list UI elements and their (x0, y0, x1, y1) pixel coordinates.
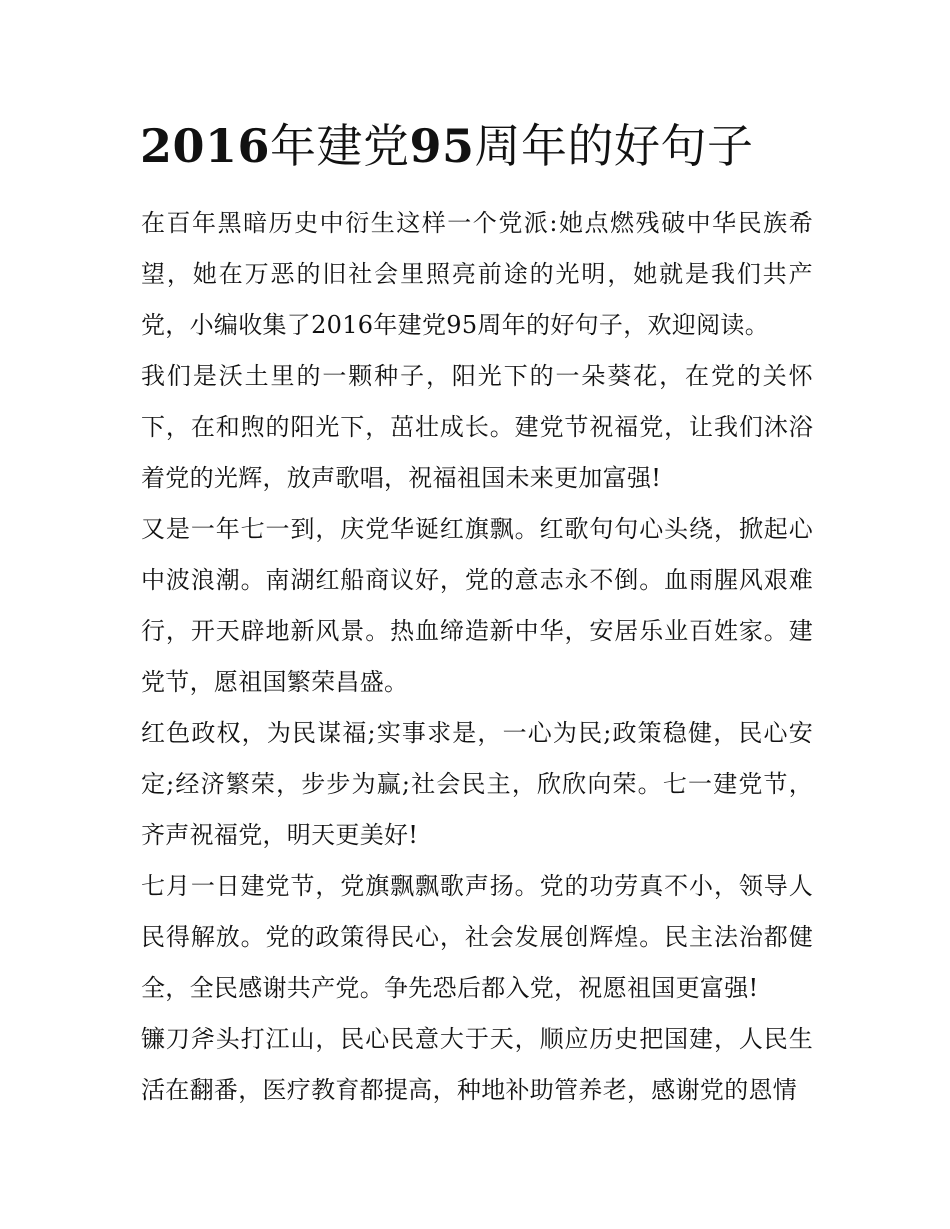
paragraph-1: 我们是沃土里的一颗种子，阳光下的一朵葵花，在党的关怀下，在和煦的阳光下，茁壮成长。建党节祝福党，让我们沐浴着党的光辉，放声歌唱，祝福祖国未来更加富强! (141, 362, 813, 492)
title-text-2: 周年的好句子 (474, 119, 754, 173)
title-anniversary: 95 (409, 119, 475, 173)
paragraph-intro: 在百年黑暗历史中衍生这样一个党派:她点燃残破中华民族希望，她在万恶的旧社会里照亮前途的光明，她就是我们共产党，小编收集了2016年建党95周年的好句子，欢迎阅读。 (141, 209, 813, 339)
document-body (141, 198, 813, 1116)
paragraph-4: 七月一日建党节，党旗飘飘歌声扬。党的功劳真不小，领导人民得解放。党的政策得民心，社会发展创辉煌。民主法治都健全，全民感谢共产党。争先恐后都入党，祝愿祖国更富强! (141, 872, 813, 1002)
document-title (140, 114, 840, 178)
title-text-1: 年建党 (270, 119, 410, 173)
paragraph-2: 又是一年七一到，庆党华诞红旗飘。红歌句句心头绕，掀起心中波浪潮。南湖红船商议好，党的意志永不倒。血雨腥风艰难行，开天辟地新风景。热血缔造新中华，安居乐业百姓家。建党节，愿祖国繁荣昌盛。 (141, 515, 813, 696)
title-year: 2016 (140, 119, 271, 173)
paragraph-5: 镰刀斧头打江山，民心民意大于天，顺应历史把国建，人民生活在翻番，医疗教育都提高，种地补助管养老，感谢党的恩情 (141, 1025, 813, 1104)
paragraph-3: 红色政权，为民谋福;实事求是，一心为民;政策稳健，民心安定;经济繁荣，步步为赢;社会民主，欣欣向荣。七一建党节，齐声祝福党，明天更美好! (141, 719, 813, 849)
